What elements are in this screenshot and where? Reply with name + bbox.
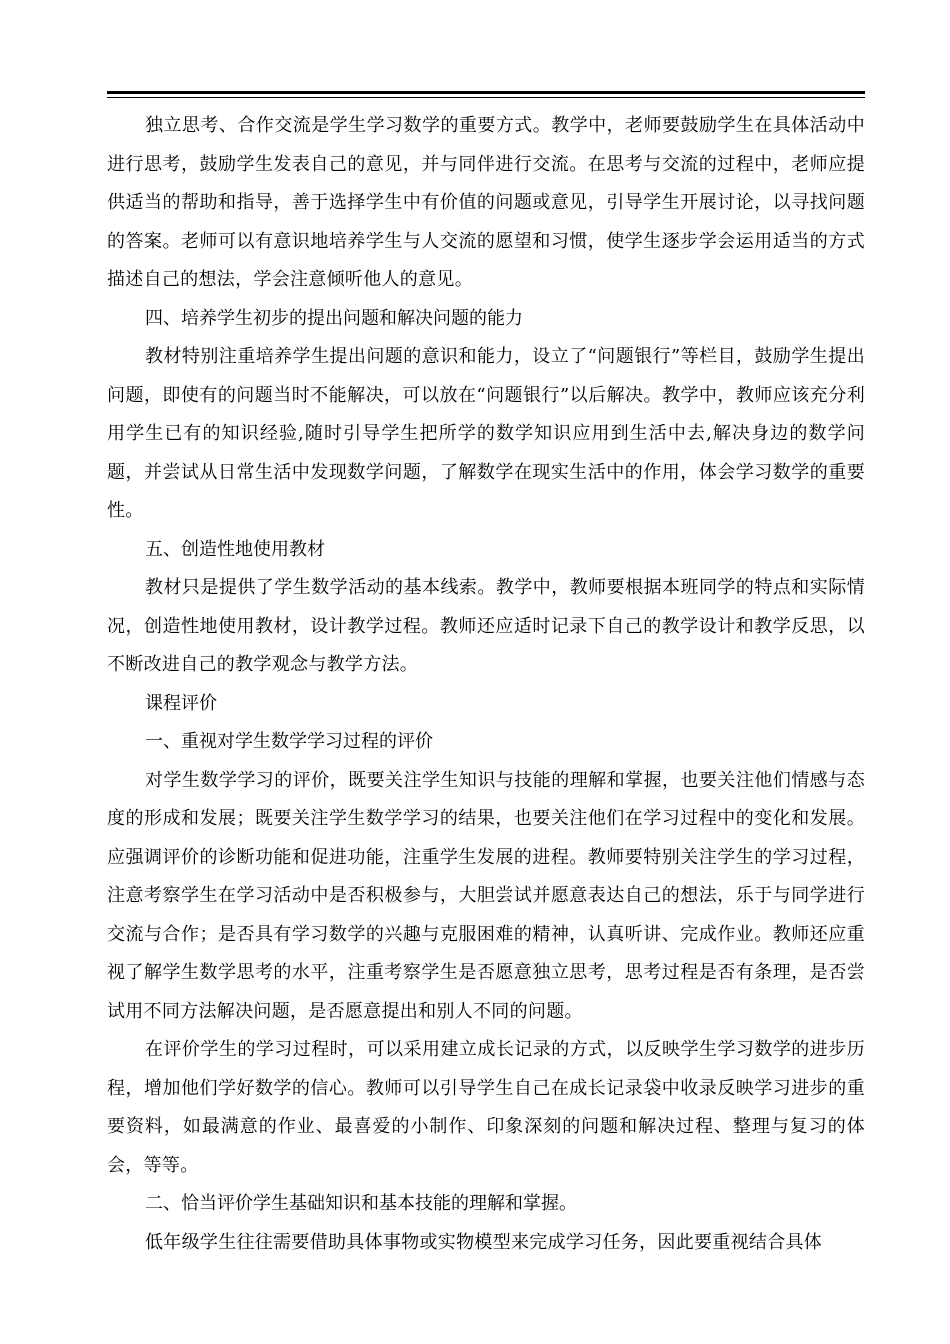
section-heading-eval-1: 一、重视对学生数学学习过程的评价	[145, 731, 433, 752]
section-heading-5: 五、创造性地使用教材	[145, 538, 325, 560]
paragraph-learning-process-evaluation: 对学生数学学习的评价，既要关注学生知识与技能的理解和掌握，也要关注他们情感与态度的形成和发展；既要关注学生数学学习的结果，也要关注他们在学习过程中的变化和发展。应强调评价的诊断功能和促进功能，注重学生发展的进程。教师要特别关注学生的学习过程，注意考察学生在学习活动中是否积极参与，大胆尝试并愿意表达自己的想法，乐于与同学进行交流与合作；是否具有学习数学的兴趣与克服困难的精神，认真听讲、完成作业。教师还应重视了解学生数学思考的水平，注重考察学生是否愿意独立思考，思考过程是否有条理，是否尝试用不同方法解决问题，是否愿意提出和别人不同的问题。	[107, 769, 865, 1022]
document-body	[107, 107, 865, 1262]
paragraph-independent-thinking: 独立思考、合作交流是学生学习数学的重要方式。教学中，老师要鼓励学生在具体活动中进行思考，鼓励学生发表自己的意见，并与同伴进行交流。在思考与交流的过程中，老师应提供适当的帮助和指导，善于选择学生中有价值的问题或意见，引导学生开展讨论，以寻找问题的答案。老师可以有意识地培养学生与人交流的愿望和习惯，使学生逐步学会运用适当的方式描述自己的想法，学会注意倾听他人的意见。	[107, 115, 865, 290]
section-heading-eval-2: 二、恰当评价学生基础知识和基本技能的理解和掌握。	[145, 1193, 577, 1214]
paragraph-lower-grade: 低年级学生往往需要借助具体事物或实物模型来完成学习任务，因此要重视结合具体	[145, 1231, 823, 1253]
header-double-rule	[107, 91, 865, 98]
paragraph-textbook-use: 教材只是提供了学生数学活动的基本线索。教学中，教师要根据本班同学的特点和实际情况，创造性地使用教材，设计教学过程。教师还应适时记录下自己的教学设计和教学反思，以不断改进自己的教学观念与教学方法。	[107, 577, 865, 675]
section-heading-course-evaluation: 课程评价	[145, 692, 217, 714]
paragraph-growth-record: 在评价学生的学习过程时，可以采用建立成长记录的方式，以反映学生学习数学的进步历程，增加他们学好数学的信心。教师可以引导学生自己在成长记录袋中收录反映学习进步的重要资料，如最满意的作业、最喜爱的小制作、印象深刻的问题和解决过程、整理与复习的体会，等等。	[107, 1039, 865, 1176]
paragraph-question-bank: 教材特别注重培养学生提出问题的意识和能力，设立了“问题银行”等栏目，鼓励学生提出问题，即使有的问题当时不能解决，可以放在“问题银行”以后解决。教学中，教师应该充分利用学生已有的知识经验,随时引导学生把所学的数学知识应用到生活中去,解决身边的数学问题，并尝试从日常生活中发现数学问题，了解数学在现实生活中的作用，体会学习数学的重要性。	[107, 346, 865, 521]
section-heading-4: 四、培养学生初步的提出问题和解决问题的能力	[145, 307, 523, 329]
